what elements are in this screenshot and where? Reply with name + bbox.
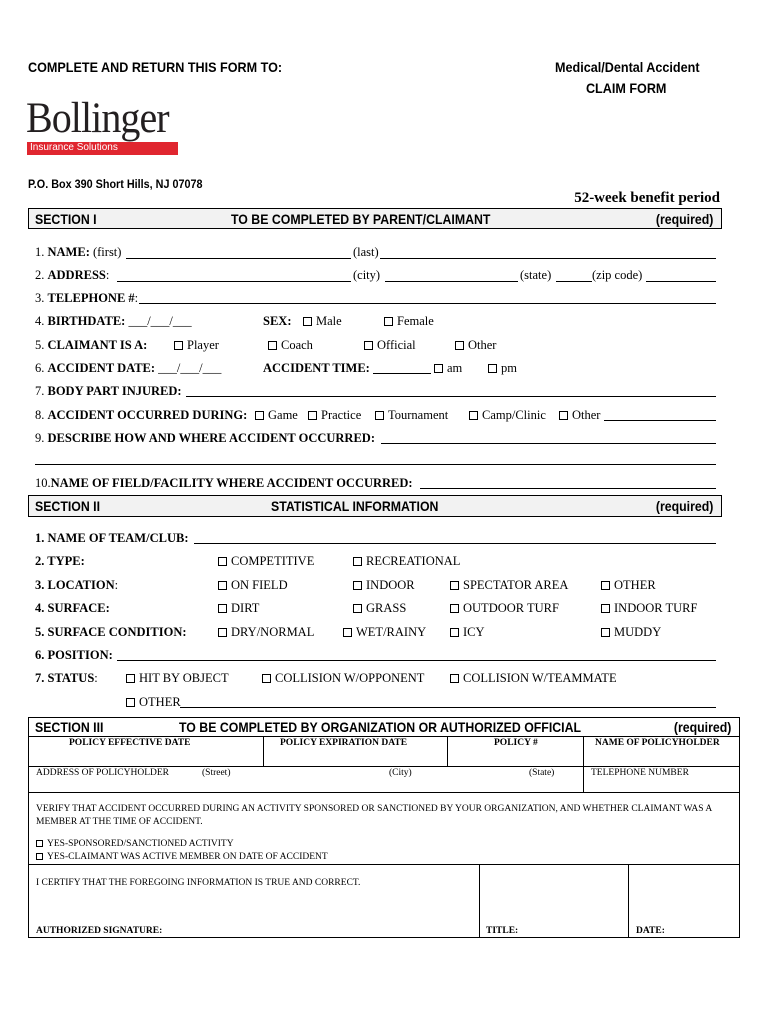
during-other-field[interactable] [604, 420, 716, 421]
spectator-checkbox[interactable] [450, 581, 459, 590]
type-label: 2. TYPE: [35, 554, 85, 568]
describe-row: 9. DESCRIBE HOW AND WHERE ACCIDENT OCCURRED: [35, 431, 375, 445]
yes-member-option[interactable]: YES-CLAIMANT WAS ACTIVE MEMBER ON DATE OF ACCIDENT [36, 852, 328, 862]
claimant-row: 5. CLAIMANT IS A: [35, 338, 148, 352]
surface-dirt-option[interactable]: DIRT [218, 601, 259, 616]
policy-expiration-cell[interactable] [263, 736, 448, 767]
city-label: (city) [353, 268, 381, 282]
street-label: (Street) [202, 768, 231, 778]
location-other-checkbox[interactable] [601, 581, 610, 590]
claimant-official-option[interactable]: Official [364, 338, 416, 353]
status-other-option[interactable]: OTHER [126, 695, 181, 710]
section-3-label: SECTION III [35, 719, 104, 735]
first-name-field[interactable] [126, 258, 351, 259]
team-field[interactable] [194, 543, 716, 544]
policyholder-name-label: NAME OF POLICYHOLDER [595, 738, 720, 748]
status-label: 7. STATUS: [35, 671, 98, 685]
type-competitive-option[interactable]: COMPETITIVE [218, 554, 314, 569]
claimant-other-option[interactable]: Other [455, 338, 496, 353]
address-field[interactable] [117, 281, 351, 282]
section-2-label: SECTION II [35, 498, 101, 514]
telephone-cell[interactable] [583, 766, 740, 793]
name-row: 1. NAME: (first) [35, 245, 122, 259]
benefit-period: 52-week benefit period [574, 190, 720, 206]
bollinger-logo [26, 95, 186, 158]
condition-wet-option[interactable]: WET/RAINY [343, 625, 426, 640]
section-3-title: TO BE COMPLETED BY ORGANIZATION OR AUTHORIZED OFFICIAL [179, 719, 581, 735]
surface-outdoor-turf-option[interactable]: OUTDOOR TURF [450, 601, 559, 616]
dirt-checkbox[interactable] [218, 604, 227, 613]
yes-member-checkbox[interactable] [36, 853, 43, 860]
pm-checkbox[interactable] [488, 364, 497, 373]
section-2-required: (required) [655, 498, 713, 514]
am-checkbox[interactable] [434, 364, 443, 373]
occurred-during-row: 8. ACCIDENT OCCURRED DURING: [35, 408, 248, 422]
coach-checkbox[interactable] [268, 341, 277, 350]
policy-effective-label: POLICY EFFECTIVE DATE [69, 738, 191, 748]
location-other-option[interactable]: OTHER [601, 578, 656, 593]
during-other-checkbox[interactable] [559, 411, 568, 420]
policy-number-cell[interactable] [447, 736, 584, 767]
status-opponent-option[interactable]: COLLISION W/OPPONENT [262, 671, 424, 686]
section-2-header [28, 495, 722, 517]
verify-block [28, 792, 740, 865]
policy-number-label: POLICY # [494, 738, 538, 748]
address-row: 2. ADDRESS: [35, 268, 110, 282]
last-name-label: (last) [353, 245, 379, 259]
policy-effective-cell[interactable] [28, 736, 264, 767]
position-field[interactable] [117, 660, 716, 661]
camp-checkbox[interactable] [469, 411, 478, 420]
game-checkbox[interactable] [255, 411, 264, 420]
state-field[interactable] [556, 281, 592, 282]
body-part-row: 7. BODY PART INJURED: [35, 384, 182, 398]
zip-field[interactable] [646, 281, 716, 282]
status-teammate-option[interactable]: COLLISION W/TEAMMATE [450, 671, 617, 686]
during-camp-option[interactable]: Camp/Clinic [469, 408, 546, 423]
dry-checkbox[interactable] [218, 628, 227, 637]
telephone-number-label: TELEPHONE NUMBER [591, 768, 689, 778]
other-checkbox[interactable] [455, 341, 464, 350]
form-title-line1: Medical/Dental Accident [555, 59, 700, 75]
condition-muddy-option[interactable]: MUDDY [601, 625, 661, 640]
status-hit-option[interactable]: HIT BY OBJECT [126, 671, 229, 686]
body-part-field[interactable] [186, 396, 716, 397]
describe-field-line2[interactable] [35, 464, 716, 465]
city-label-s3: (City) [389, 768, 412, 778]
muddy-checkbox[interactable] [601, 628, 610, 637]
logo-tagline-bar [27, 142, 178, 155]
competitive-checkbox[interactable] [218, 557, 227, 566]
state-label-s3: (State) [529, 768, 555, 778]
accident-time-label: ACCIDENT TIME: [263, 361, 370, 375]
recreational-checkbox[interactable] [353, 557, 362, 566]
form-title-line2: CLAIM FORM [585, 80, 666, 96]
yes-sponsored-checkbox[interactable] [36, 840, 43, 847]
team-label: 1. NAME OF TEAM/CLUB: [35, 531, 189, 545]
status-other-checkbox[interactable] [126, 698, 135, 707]
collision-teammate-checkbox[interactable] [450, 674, 459, 683]
zip-label: (zip code) [592, 268, 643, 282]
player-checkbox[interactable] [174, 341, 183, 350]
indoor-checkbox[interactable] [353, 581, 362, 590]
section-1-title: TO BE COMPLETED BY PARENT/CLAIMANT [231, 211, 491, 227]
facility-field[interactable] [420, 488, 716, 489]
certify-text: I CERTIFY THAT THE FOREGOING INFORMATION IS TRUE AND CORRECT. [36, 878, 361, 888]
sex-row: SEX: [263, 314, 292, 328]
onfield-checkbox[interactable] [218, 581, 227, 590]
return-to-heading: COMPLETE AND RETURN THIS FORM TO: [28, 59, 283, 75]
section-1-header [28, 208, 722, 229]
during-other-option[interactable]: Other [559, 408, 600, 423]
am-option[interactable]: am [434, 361, 462, 376]
during-practice-option[interactable]: Practice [308, 408, 361, 423]
state-label: (state) [520, 268, 552, 282]
signature-cell[interactable] [28, 864, 480, 938]
mailing-address: P.O. Box 390 Short Hills, NJ 07078 [28, 177, 203, 191]
official-checkbox[interactable] [364, 341, 373, 350]
section-2-title: STATISTICAL INFORMATION [271, 498, 439, 514]
icy-checkbox[interactable] [450, 628, 459, 637]
collision-opponent-checkbox[interactable] [262, 674, 271, 683]
policyholder-address-cell[interactable] [28, 766, 584, 793]
facility-row: 10.NAME OF FIELD/FACILITY WHERE ACCIDENT OCCURRED: [35, 476, 413, 490]
female-checkbox[interactable] [384, 317, 393, 326]
yes-sponsored-option[interactable]: YES-SPONSORED/SANCTIONED ACTIVITY [36, 839, 234, 849]
policyholder-name-cell[interactable] [583, 736, 740, 767]
date-label: DATE: [636, 926, 665, 936]
last-name-field[interactable] [380, 258, 716, 259]
policy-expiration-label: POLICY EXPIRATION DATE [280, 738, 408, 748]
status-other-field[interactable] [180, 707, 716, 708]
verify-text: VERIFY THAT ACCIDENT OCCURRED DURING AN ACTIVITY SPONSORED OR SANCTIONED BY YOUR ORGANIZATION, AND WHETHER CLAIMANT WAS A MEMBER AT THE TIME OF ACCIDENT. [36, 804, 712, 827]
birthdate-row: 4. BIRTHDATE: ___/___/___ [35, 314, 192, 328]
location-indoor-option[interactable]: INDOOR [353, 578, 415, 593]
male-checkbox[interactable] [303, 317, 312, 326]
city-field[interactable] [385, 281, 518, 282]
telephone-field[interactable] [139, 303, 716, 304]
claimant-player-option[interactable]: Player [174, 338, 219, 353]
section-3-header [28, 717, 740, 737]
surface-grass-option[interactable]: GRASS [353, 601, 406, 616]
accident-date-row: 6. ACCIDENT DATE: ___/___/___ [35, 361, 222, 375]
location-label: 3. LOCATION: [35, 578, 119, 592]
pm-option[interactable]: pm [488, 361, 517, 376]
accident-time-field[interactable] [373, 373, 431, 374]
date-cell[interactable] [628, 864, 740, 938]
logo-tagline: Insurance Solutions [30, 142, 118, 153]
type-recreational-option[interactable]: RECREATIONAL [353, 554, 460, 569]
section-1-required: (required) [655, 211, 713, 227]
during-game-option[interactable]: Game [255, 408, 298, 423]
section-3-required: (required) [673, 719, 731, 735]
surface-label: 4. SURFACE: [35, 601, 110, 615]
position-label: 6. POSITION: [35, 648, 113, 662]
section-1-label: SECTION I [35, 211, 97, 227]
during-tournament-option[interactable]: Tournament [375, 408, 448, 423]
outdoor-turf-checkbox[interactable] [450, 604, 459, 613]
location-spectator-option[interactable]: SPECTATOR AREA [450, 578, 568, 593]
male-option[interactable]: Male [303, 314, 342, 329]
claimant-coach-option[interactable]: Coach [268, 338, 313, 353]
condition-dry-option[interactable]: DRY/NORMAL [218, 625, 314, 640]
hit-object-checkbox[interactable] [126, 674, 135, 683]
authorized-signature-label: AUTHORIZED SIGNATURE: [36, 926, 163, 936]
female-option[interactable]: Female [384, 314, 434, 329]
practice-checkbox[interactable] [308, 411, 317, 420]
condition-icy-option[interactable]: ICY [450, 625, 485, 640]
describe-field-line1[interactable] [381, 443, 716, 444]
wet-checkbox[interactable] [343, 628, 352, 637]
policyholder-address-label: ADDRESS OF POLICYHOLDER [36, 768, 170, 778]
condition-label: 5. SURFACE CONDITION: [35, 625, 187, 639]
title-cell[interactable] [479, 864, 629, 938]
location-onfield-option[interactable]: ON FIELD [218, 578, 288, 593]
surface-indoor-turf-option[interactable]: INDOOR TURF [601, 601, 697, 616]
tournament-checkbox[interactable] [375, 411, 384, 420]
grass-checkbox[interactable] [353, 604, 362, 613]
indoor-turf-checkbox[interactable] [601, 604, 610, 613]
telephone-row: 3. TELEPHONE #: [35, 291, 139, 305]
title-label: TITLE: [486, 926, 519, 936]
logo-wordmark: Bollinger [26, 95, 169, 142]
